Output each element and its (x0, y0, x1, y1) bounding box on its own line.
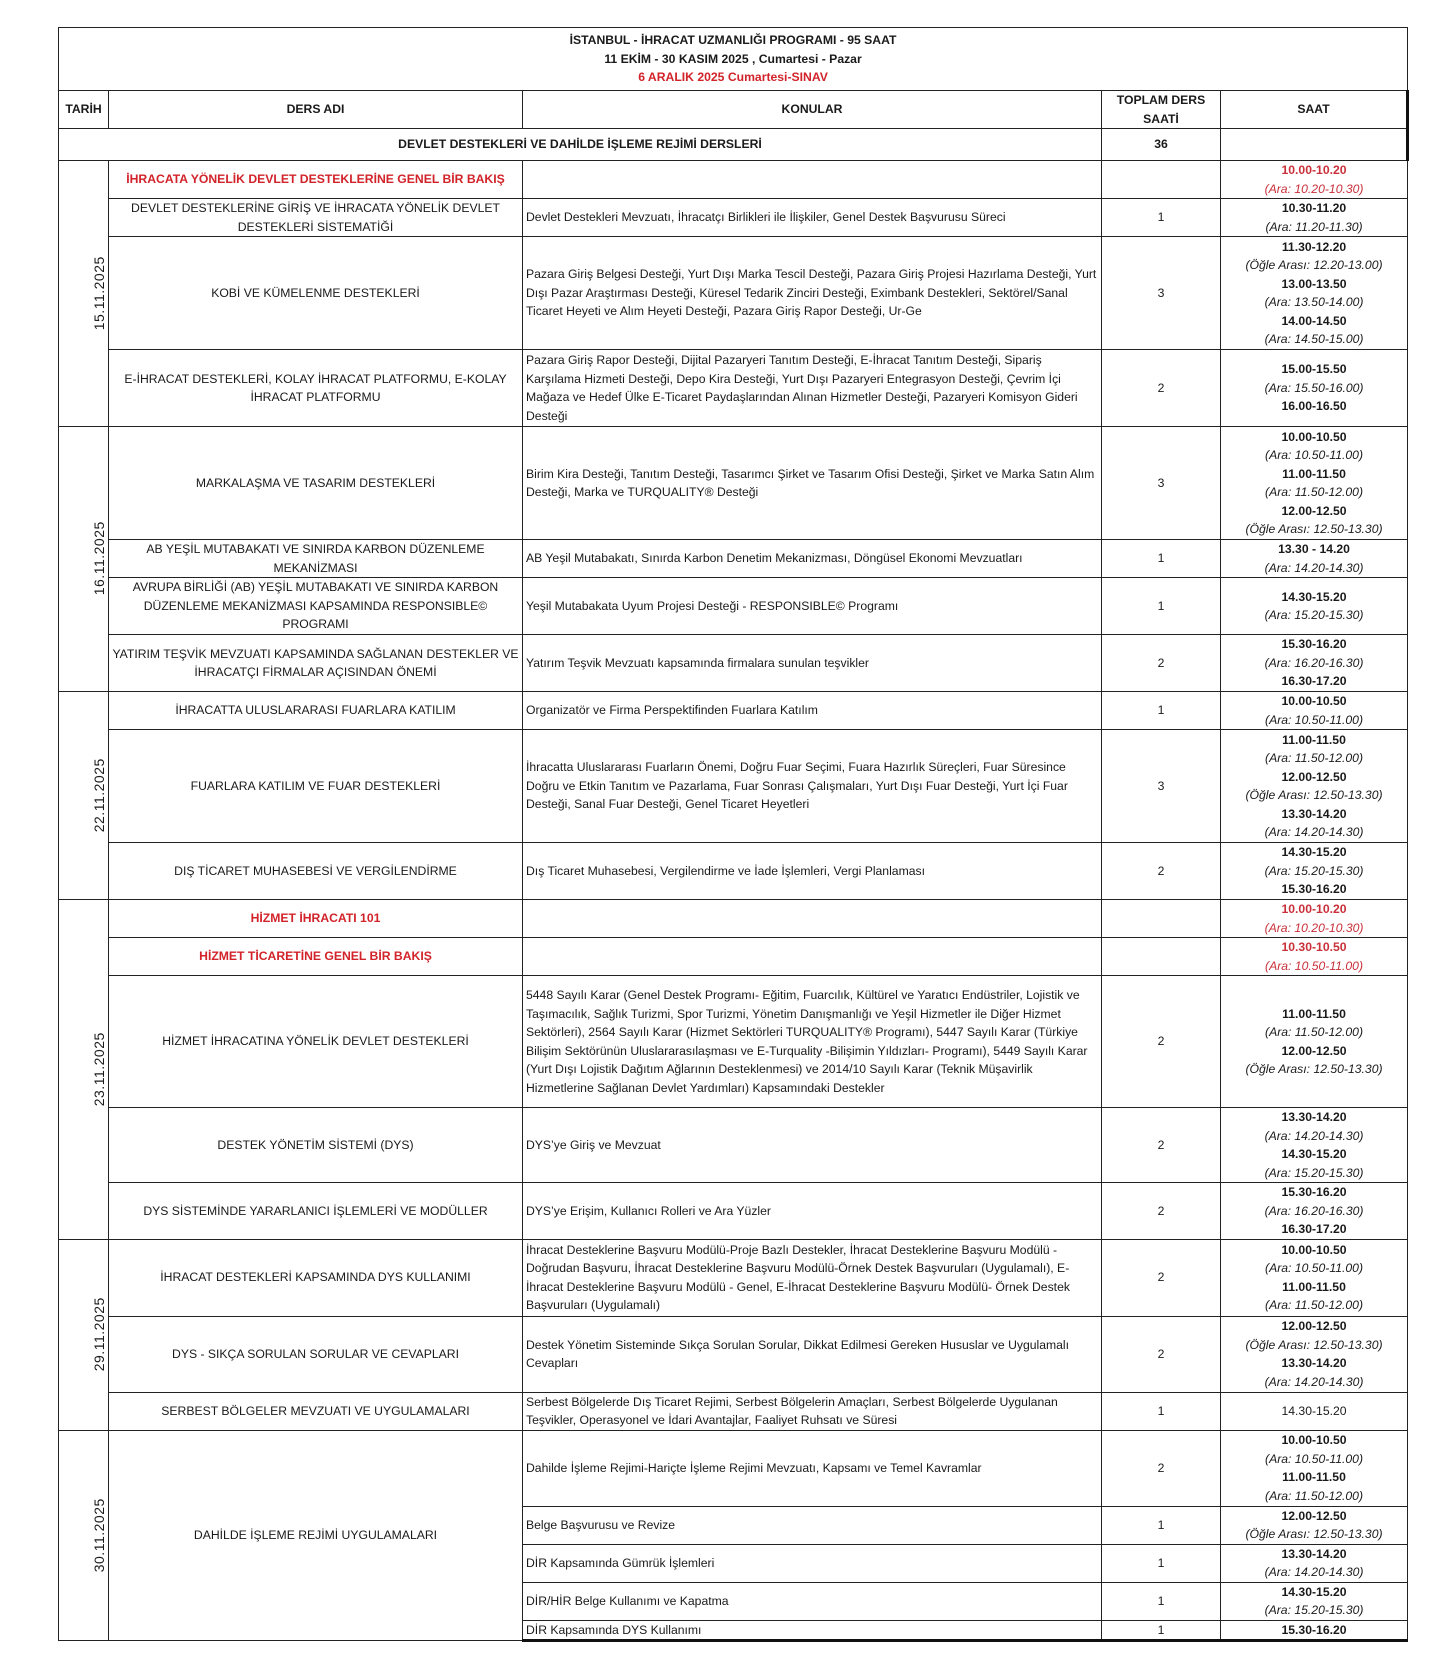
hours-cell: 1 (1102, 1506, 1221, 1544)
course-name: KOBİ VE KÜMELENME DESTEKLERİ (109, 237, 523, 350)
exam-date: 6 ARALIK 2025 Cumartesi-SINAV (638, 70, 828, 85)
session-time: 14.30-15.20 (1281, 1147, 1347, 1161)
time-cell (1221, 350, 1408, 427)
hours-cell: 1 (1102, 1582, 1221, 1620)
break-time: (Ara: 10.20-10.30) (1264, 920, 1364, 935)
topics-cell: DİR Kapsamında Gümrük İşlemleri (523, 1544, 1102, 1582)
session-time: 10.00-10.50 (1281, 1242, 1347, 1257)
topics-cell: 5448 Sayılı Karar (Genel Destek Programı- Eğitim, Fuarcılık, Kültürel ve Yaratıcı Endüstriler, Lojistik ve Taşımacılık, Sağlık Turizmi, Spor Turizmi, Yönetim Danışmanlığı ve Yeşil Hizmetler ile Diğer Hizmet Sektörleri), 2564 Sayılı Karar (Hizmet Sektörleri TURQUALITY® Programı), 5447 Sayılı Karar (Türkiye Bilişim Sektörünün Uluslararasılaşması ve E-Turquality -Bilişimin Yıldızları- Programı), 5449 Sayılı Karar (Yurt Dışı Lojistik Dağıtım Ağlarının Desteklenmesi) ve 2014/10 Sayılı Karar (Teknik Müşavirlik Hizmetlerine Sağlanan Devlet Yardımları) Kapsamındaki Destekler (523, 976, 1102, 1108)
session-time: 12.00-12.50 (1281, 1508, 1347, 1523)
schedule-row (59, 1316, 1408, 1392)
time-cell (1221, 427, 1408, 540)
time-cell (1221, 635, 1408, 692)
date-label: 23.11.2025 (90, 1031, 107, 1106)
hours-cell: 1 (1102, 692, 1221, 730)
hours-cell: 2 (1102, 1316, 1221, 1392)
course-name: YATIRIM TEŞVİK MEVZUATI KAPSAMINDA SAĞLANAN DESTEKLER VE İHRACATÇI FİRMALAR AÇISINDAN ÖNEMİ (109, 635, 523, 692)
time-cell (1221, 1239, 1408, 1316)
schedule-row (59, 237, 1408, 350)
schedule-row (59, 1392, 1408, 1430)
break-time: (Ara: 14.20-14.30) (1264, 1374, 1364, 1389)
schedule-row (59, 900, 1408, 938)
hours-cell: 2 (1102, 1239, 1221, 1316)
break-time: (Ara: 16.20-16.30) (1264, 1203, 1364, 1218)
course-name: DAHİLDE İŞLEME REJİMİ UYGULAMALARI (109, 1430, 523, 1641)
break-time: (Öğle Arası: 12.50-13.30) (1245, 788, 1383, 802)
topics-cell: Pazara Giriş Rapor Desteği, Dijital Pazaryeri Tanıtım Desteği, E-İhracat Tanıtım Desteği, Sipariş Karşılama Hizmeti Desteği, Depo Kira Desteği, Yurt Dışı Pazaryeri Entegrasyon Desteği, Çevrim İçi Mağaza ve Hedef Ülke E-Ticaret Paydaşlarından Alınan Hizmetler Desteği, Pazaryeri Komisyon Gideri Desteği (523, 350, 1102, 427)
time-cell (1221, 1506, 1408, 1544)
date-label: 29.11.2025 (90, 1296, 107, 1372)
date-cell (59, 161, 109, 427)
topics-cell: DİR/HİR Belge Kullanımı ve Kapatma (523, 1582, 1102, 1620)
date-label: 22.11.2025 (90, 757, 107, 833)
break-time: (Ara: 11.50-12.00) (1265, 485, 1364, 499)
schedule-row (59, 1183, 1408, 1240)
schedule-row (59, 938, 1408, 976)
session-time: 10.00-10.50 (1281, 1433, 1347, 1447)
col-header-hours: TOPLAM DERS SAATİ (1102, 91, 1221, 129)
hours-cell: 1 (1102, 578, 1221, 635)
time-cell (1221, 1430, 1408, 1506)
break-time: (Ara: 10.50-11.00) (1265, 958, 1364, 973)
time-cell (1221, 692, 1408, 730)
session-time: 10.30-11.20 (1281, 201, 1347, 215)
hours-cell: 1 (1102, 199, 1221, 237)
break-time: (Öğle Arası: 12.50-13.30) (1245, 1337, 1383, 1352)
schedule-row (59, 692, 1408, 730)
col-header-topics: KONULAR (523, 91, 1102, 129)
session-time: 13.30-14.20 (1281, 806, 1347, 821)
break-time: (Öğle Arası: 12.50-13.30) (1245, 522, 1383, 536)
col-header-time: SAAT (1221, 91, 1408, 129)
course-name: AB YEŞİL MUTABAKATI VE SINIRDA KARBON DÜZENLEME MEKANİZMASI (109, 540, 523, 578)
time-cell (1221, 1392, 1408, 1430)
session-time: 10.00-10.20 (1281, 902, 1347, 916)
hours-cell: 2 (1102, 1108, 1221, 1183)
hours-cell: 3 (1102, 237, 1221, 350)
schedule-row (59, 1239, 1408, 1316)
time-cell (1221, 1582, 1408, 1620)
session-time: 11.00-11.50 (1282, 466, 1346, 481)
topics-cell: Destek Yönetim Sisteminde Sıkça Sorulan Sorular, Dikkat Edilmesi Gereken Hususlar ve Uygulamalı Cevapları (523, 1316, 1102, 1392)
hours-cell: 1 (1102, 540, 1221, 578)
topics-cell (523, 900, 1102, 938)
break-time: (Öğle Arası: 12.50-13.30) (1245, 1527, 1383, 1541)
break-time: (Ara: 14.20-14.30) (1264, 825, 1364, 839)
course-name: İHRACAT DESTEKLERİ KAPSAMINDA DYS KULLANIMI (109, 1239, 523, 1316)
date-label: 30.11.2025 (90, 1497, 107, 1572)
hours-cell: 2 (1102, 1430, 1221, 1506)
date-cell (59, 1430, 109, 1641)
date-cell (59, 692, 109, 900)
session-time: 16.30-17.20 (1281, 1222, 1347, 1236)
session-time: 10.00-10.20 (1281, 163, 1347, 177)
session-time: 10.00-10.50 (1281, 429, 1347, 444)
course-name: E-İHRACAT DESTEKLERİ, KOLAY İHRACAT PLATFORMU, E-KOLAY İHRACAT PLATFORMU (109, 350, 523, 427)
schedule-row (59, 1430, 1408, 1506)
schedule-row (59, 730, 1408, 843)
course-name: FUARLARA KATILIM VE FUAR DESTEKLERİ (109, 730, 523, 843)
time-cell (1221, 1183, 1408, 1240)
session-time: 14.00-14.50 (1281, 313, 1347, 328)
program-dates: 11 EKİM - 30 KASIM 2025 , Cumartesi - Pazar (604, 51, 862, 66)
schedule-row (59, 540, 1408, 578)
break-time: (Ara: 11.50-12.00) (1265, 1298, 1364, 1312)
course-name: DYS SİSTEMİNDE YARARLANICI İŞLEMLERİ VE MODÜLLER (109, 1183, 523, 1240)
time-cell (1221, 843, 1408, 900)
session-time: 13.30 - 14.20 (1278, 542, 1350, 556)
break-time: (Ara: 14.50-15.00) (1264, 332, 1364, 346)
course-name: DYS - SIKÇA SORULAN SORULAR VE CEVAPLARI (109, 1316, 523, 1392)
session-time: 14.30-15.20 (1281, 845, 1347, 860)
schedule-row (59, 427, 1408, 540)
schedule-row (59, 350, 1408, 427)
session-time: 12.00-12.50 (1281, 1043, 1347, 1058)
topics-cell (523, 161, 1102, 199)
hours-cell (1102, 938, 1221, 976)
session-time: 16.00-16.50 (1281, 399, 1347, 414)
topics-cell: Organizatör ve Firma Perspektifinden Fuarlara Katılım (523, 692, 1102, 730)
topics-cell: DİR Kapsamında DYS Kullanımı (523, 1620, 1102, 1641)
schedule-row (59, 199, 1408, 237)
time-cell (1221, 1620, 1408, 1641)
course-name: İHRACATTA ULUSLARARASI FUARLARA KATILIM (109, 692, 523, 730)
time-cell (1221, 578, 1408, 635)
break-time: (Ara: 11.20-11.30) (1265, 219, 1363, 234)
date-label: 16.11.2025 (90, 521, 107, 596)
time-cell (1221, 938, 1408, 976)
program-title: İSTANBUL - İHRACAT UZMANLIĞI PROGRAMI - 95 SAAT (569, 33, 897, 48)
schedule-row (59, 1108, 1408, 1183)
break-time: (Ara: 14.20-14.30) (1264, 560, 1364, 575)
break-time: (Ara: 15.20-15.30) (1264, 1165, 1364, 1180)
hours-cell: 3 (1102, 427, 1221, 540)
break-time: (Ara: 15.20-15.30) (1264, 1603, 1364, 1617)
hours-cell: 2 (1102, 976, 1221, 1108)
hours-cell: 2 (1102, 843, 1221, 900)
course-name: HİZMET TİCARETİNE GENEL BİR BAKIŞ (109, 938, 523, 976)
course-name: MARKALAŞMA VE TASARIM DESTEKLERİ (109, 427, 523, 540)
hours-cell (1102, 161, 1221, 199)
date-cell (59, 1239, 109, 1430)
session-time: 15.30-16.20 (1281, 637, 1347, 652)
section-time (1221, 129, 1408, 161)
break-time: (Öğle Arası: 12.50-13.30) (1245, 1062, 1383, 1076)
time-cell (1221, 1316, 1408, 1392)
break-time: (Ara: 10.50-11.00) (1265, 712, 1364, 727)
program-header (59, 28, 1408, 91)
date-label: 15.11.2025 (90, 255, 107, 331)
session-time: 12.00-12.50 (1281, 503, 1347, 518)
topics-cell: İhracat Desteklerine Başvuru Modülü-Proje Bazlı Destekler, İhracat Desteklerine Başvuru Modülü - Doğrudan Başvuru, İhracat Desteklerine Başvuru Modülü-Örnek Destek Başvuruları (Uygulamalı), E-İhracat Desteklerine Başvuru Modülü - Genel, E-İhracat Desteklerine Başvuru Modülü- Örnek Destek Başvuruları (Uygulamalı) (523, 1239, 1102, 1316)
course-name: İHRACATA YÖNELİK DEVLET DESTEKLERİNE GENEL BİR BAKIŞ (109, 161, 523, 199)
session-time: 11.00-11.50 (1282, 1006, 1346, 1021)
break-time: (Ara: 11.50-12.00) (1265, 751, 1364, 765)
topics-cell: Birim Kira Desteği, Tanıtım Desteği, Tasarımcı Şirket ve Tasarım Ofisi Desteği, Şirket ve Marka Satın Alım Desteği, Marka ve TURQUALITY® Desteği (523, 427, 1102, 540)
topics-cell: İhracatta Uluslararası Fuarların Önemi, Doğru Fuar Seçimi, Fuara Hazırlık Süreçleri, Fuar Süresince Doğru ve Etkin Tanıtım ve Pazarlama, Fuar Sonrası Çalışmaları, Yurt Dışı Fuar Desteği, Yurt İçi Fuar Desteği, Sanal Fuar Desteği, Genel Ticaret Heyetleri (523, 730, 1102, 843)
time-cell (1221, 1544, 1408, 1582)
session-time: 13.30-14.20 (1281, 1110, 1347, 1124)
section-hours: 36 (1102, 129, 1221, 161)
hours-cell: 1 (1102, 1392, 1221, 1430)
hours-cell: 1 (1102, 1620, 1221, 1641)
hours-cell: 3 (1102, 730, 1221, 843)
break-time: (Ara: 10.20-10.30) (1264, 181, 1364, 196)
col-header-course: DERS ADI (109, 91, 523, 129)
topics-cell: DYS’ye Erişim, Kullanıcı Rolleri ve Ara Yüzler (523, 1183, 1102, 1240)
session-time: 11.30-12.20 (1281, 239, 1347, 254)
date-cell (59, 427, 109, 692)
time-cell (1221, 199, 1408, 237)
break-time: (Ara: 16.20-16.30) (1264, 655, 1364, 670)
time-cell (1221, 730, 1408, 843)
col-header-date: TARİH (59, 91, 109, 129)
topics-cell: Devlet Destekleri Mevzuatı, İhracatçı Birlikleri ile İlişkiler, Genel Destek Başvurusu Süreci (523, 199, 1102, 237)
course-name: AVRUPA BİRLİĞİ (AB) YEŞİL MUTABAKATI VE SINIRDA KARBON DÜZENLEME MEKANİZMASI KAPSAMINDA RESPONSIBLE© PROGRAMI (109, 578, 523, 635)
time-cell (1221, 1108, 1408, 1183)
session-time: 13.30-14.20 (1281, 1546, 1347, 1561)
session-time: 16.30-17.20 (1281, 674, 1347, 689)
schedule-sheet (58, 27, 1407, 1642)
session-time: 11.00-11.50 (1282, 1470, 1346, 1484)
time-cell (1221, 900, 1408, 938)
break-time: (Ara: 14.20-14.30) (1264, 1565, 1364, 1579)
topics-cell: DYS’ye Giriş ve Mevzuat (523, 1108, 1102, 1183)
break-time: (Ara: 14.20-14.30) (1264, 1128, 1364, 1143)
session-time: 12.00-12.50 (1281, 1319, 1347, 1333)
schedule-row (59, 635, 1408, 692)
date-cell (59, 900, 109, 1240)
time-cell (1221, 237, 1408, 350)
schedule-row (59, 161, 1408, 199)
break-time: (Ara: 11.50-12.00) (1265, 1488, 1364, 1503)
break-time: (Ara: 13.50-14.00) (1264, 295, 1364, 309)
session-time: 13.30-14.20 (1281, 1356, 1347, 1370)
schedule-table (58, 27, 1409, 1642)
time-cell (1221, 976, 1408, 1108)
break-time: (Ara: 15.20-15.30) (1264, 863, 1364, 878)
break-time: (Ara: 10.50-11.00) (1265, 1451, 1364, 1466)
session-time: 15.30-16.20 (1281, 882, 1347, 897)
session-time: 11.00-11.50 (1282, 732, 1346, 747)
session-time: 14.30-15.20 (1281, 1584, 1347, 1599)
hours-cell (1102, 900, 1221, 938)
hours-cell: 1 (1102, 1544, 1221, 1582)
session-time: 14.30-15.20 (1281, 1403, 1347, 1418)
course-name: HİZMET İHRACATI 101 (109, 900, 523, 938)
schedule-row (59, 976, 1408, 1108)
session-time: 13.00-13.50 (1281, 276, 1347, 291)
break-time: (Ara: 10.50-11.00) (1265, 448, 1364, 462)
topics-cell: Pazara Giriş Belgesi Desteği, Yurt Dışı Marka Tescil Desteği, Pazara Giriş Projesi Hazırlama Desteği, Yurt Dışı Pazar Araştırması Desteği, Küresel Tedarik Zinciri Desteği, Eximbank Destekleri, Sektörel/Sanal Ticaret Heyeti ve Alım Heyeti Desteği, Pazara Giriş Rapor Desteği, Ur-Ge (523, 237, 1102, 350)
hours-cell: 2 (1102, 635, 1221, 692)
topics-cell: Dış Ticaret Muhasebesi, Vergilendirme ve İade İşlemleri, Vergi Planlaması (523, 843, 1102, 900)
schedule-row (59, 578, 1408, 635)
session-time: 15.00-15.50 (1281, 362, 1347, 377)
hours-cell: 2 (1102, 1183, 1221, 1240)
session-time: 15.30-16.20 (1281, 1185, 1347, 1199)
session-time: 15.30-16.20 (1281, 1622, 1347, 1637)
break-time: (Ara: 15.50-16.00) (1264, 380, 1364, 395)
topics-cell: Yatırım Teşvik Mevzuatı kapsamında firmalara sunulan teşvikler (523, 635, 1102, 692)
time-cell (1221, 540, 1408, 578)
topics-cell: Dahilde İşleme Rejimi-Hariçte İşleme Rejimi Mevzuatı, Kapsamı ve Temel Kavramlar (523, 1430, 1102, 1506)
schedule-row (59, 843, 1408, 900)
course-name: SERBEST BÖLGELER MEVZUATI VE UYGULAMALARI (109, 1392, 523, 1430)
break-time: (Öğle Arası: 12.20-13.00) (1245, 258, 1383, 272)
session-time: 10.30-10.50 (1281, 940, 1347, 954)
course-name: HİZMET İHRACATINA YÖNELİK DEVLET DESTEKLERİ (109, 976, 523, 1108)
session-time: 12.00-12.50 (1281, 769, 1347, 784)
break-time: (Ara: 10.50-11.00) (1265, 1261, 1364, 1275)
break-time: (Ara: 11.50-12.00) (1265, 1025, 1364, 1039)
hours-cell: 2 (1102, 350, 1221, 427)
topics-cell: Serbest Bölgelerde Dış Ticaret Rejimi, Serbest Bölgelerin Amaçları, Serbest Bölgelerde Uygulanan Teşvikler, Operasyonel ve İdari Avantajlar, Faaliyet Ruhsatı ve Süresi (523, 1392, 1102, 1430)
time-cell (1221, 161, 1408, 199)
topics-cell: Belge Başvurusu ve Revize (523, 1506, 1102, 1544)
section-title: DEVLET DESTEKLERİ VE DAHİLDE İŞLEME REJİMİ DERSLERİ (59, 129, 1102, 161)
break-time: (Ara: 15.20-15.30) (1264, 608, 1364, 622)
session-time: 11.00-11.50 (1282, 1279, 1346, 1294)
course-name: DESTEK YÖNETİM SİSTEMİ (DYS) (109, 1108, 523, 1183)
course-name: DEVLET DESTEKLERİNE GİRİŞ VE İHRACATA YÖNELİK DEVLET DESTEKLERİ SİSTEMATİĞİ (109, 199, 523, 237)
course-name: DIŞ TİCARET MUHASEBESİ VE VERGİLENDİRME (109, 843, 523, 900)
session-time: 14.30-15.20 (1281, 589, 1347, 604)
session-time: 10.00-10.50 (1281, 694, 1347, 708)
topics-cell: Yeşil Mutabakata Uyum Projesi Desteği - RESPONSIBLE© Programı (523, 578, 1102, 635)
topics-cell: AB Yeşil Mutabakatı, Sınırda Karbon Denetim Mekanizması, Döngüsel Ekonomi Mevzuatları (523, 540, 1102, 578)
topics-cell (523, 938, 1102, 976)
